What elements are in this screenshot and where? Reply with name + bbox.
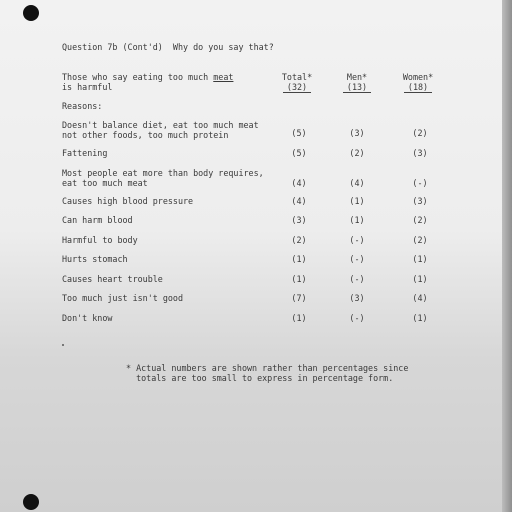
cell-total: (5) (291, 148, 307, 158)
row-label: Causes heart trouble (62, 274, 163, 284)
cell-men: (4) (349, 178, 365, 188)
row-label: Harmful to body (62, 235, 138, 245)
column-header-women (396, 72, 440, 93)
column-header-total (277, 72, 317, 93)
column-header-total-n: (32) (283, 82, 311, 93)
cell-men: (3) (349, 293, 365, 303)
cell-total: (2) (291, 235, 307, 245)
punch-hole-top (23, 5, 39, 21)
cell-total: (4) (291, 178, 307, 188)
cell-women: (-) (412, 178, 428, 188)
cell-total: (1) (291, 254, 307, 264)
cell-total: (4) (291, 196, 307, 206)
row-label: Hurts stomach (62, 254, 128, 264)
cell-women: (2) (412, 235, 428, 245)
column-header-men-label: Men* (346, 72, 368, 82)
column-header-men (337, 72, 377, 93)
group-label-line1: Those who say eating too much (62, 72, 214, 82)
punch-hole-bottom (23, 494, 39, 510)
cell-men: (-) (349, 235, 365, 245)
cell-men: (1) (349, 215, 365, 225)
cell-women: (2) (412, 215, 428, 225)
column-header-women-n: (18) (404, 82, 432, 93)
cell-women: (3) (412, 148, 428, 158)
cell-women: (2) (412, 128, 428, 138)
cell-women: (1) (412, 254, 428, 264)
footnote: * Actual numbers are shown rather than percentages since totals are too small to express in percentage form. (126, 363, 409, 383)
reasons-heading: Reasons: (62, 101, 103, 111)
cell-women: (4) (412, 293, 428, 303)
cell-women: (3) (412, 196, 428, 206)
cell-men: (-) (349, 313, 365, 323)
group-label-underlined: meat (213, 72, 234, 82)
row-label: Fattening (62, 148, 108, 158)
question-title: Question 7b (Cont'd) Why do you say that? (62, 42, 274, 52)
column-header-women-label: Women* (402, 72, 434, 82)
row-label: Don't know (62, 313, 113, 323)
cell-men: (2) (349, 148, 365, 158)
cell-men: (-) (349, 254, 365, 264)
cell-men: (-) (349, 274, 365, 284)
cell-men: (1) (349, 196, 365, 206)
row-label: Too much just isn't good (62, 293, 184, 303)
page-edge (502, 0, 512, 512)
cell-men: (3) (349, 128, 365, 138)
column-header-total-label: Total* (281, 72, 313, 82)
group-label-line2: is harmful (62, 82, 113, 92)
cell-women: (1) (412, 313, 428, 323)
cell-total: (1) (291, 274, 307, 284)
cell-total: (3) (291, 215, 307, 225)
cell-total: (7) (291, 293, 307, 303)
row-label: Can harm blood (62, 215, 133, 225)
row-label: Doesn't balance diet, eat too much meat not other foods, too much protein (62, 120, 259, 140)
stray-mark (62, 344, 64, 346)
group-label (62, 72, 233, 92)
column-header-men-n: (13) (343, 82, 371, 93)
cell-total: (5) (291, 128, 307, 138)
row-label: Causes high blood pressure (62, 196, 194, 206)
cell-total: (1) (291, 313, 307, 323)
cell-women: (1) (412, 274, 428, 284)
row-label: Most people eat more than body requires, eat too much meat (62, 168, 264, 188)
